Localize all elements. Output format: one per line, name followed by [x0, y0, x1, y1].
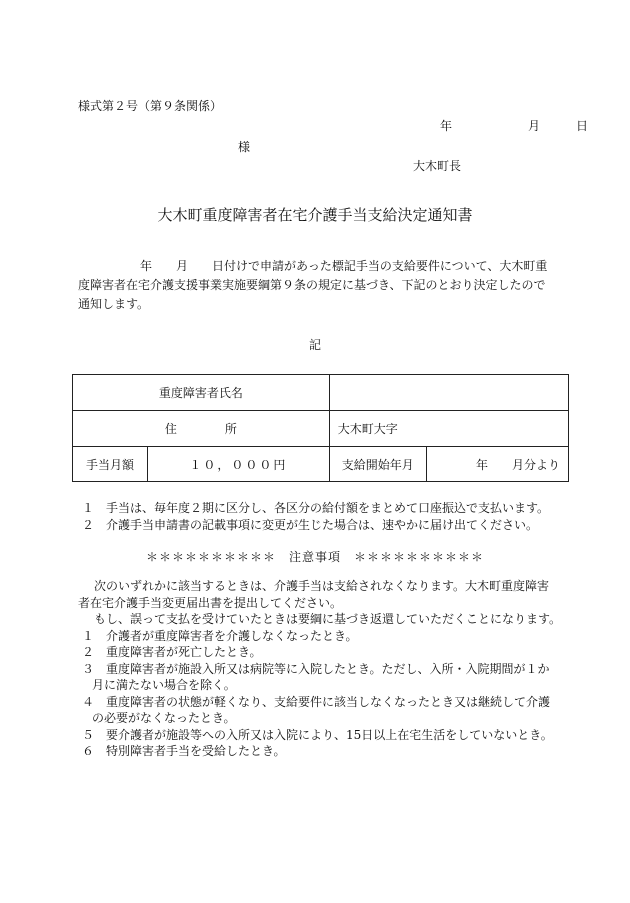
condition-item: ６ 特別障害者手当を受給したとき。	[82, 744, 286, 758]
date-line	[440, 117, 588, 134]
notice-heading: ＊＊＊＊＊＊＊＊＊＊ 注意事項 ＊＊＊＊＊＊＊＊＊＊	[145, 550, 484, 564]
condition-item: ３ 重度障害者が施設入所又は病院等に入院したとき。ただし、入所・入院期間が１か	[82, 661, 550, 676]
date-day: 日	[576, 119, 589, 133]
notice-intro-line: 者在宅介護手当変更届出書を提出してください。	[78, 595, 343, 610]
ki-heading: 記	[308, 338, 321, 352]
issuer: 大木町長	[413, 159, 462, 173]
start-value: 年 月分より	[426, 447, 568, 482]
date-year: 年	[440, 119, 453, 133]
condition-item-cont: の必要がなくなったとき。	[92, 711, 236, 725]
note-item: １ 手当は、毎年度２期に区分し、各区分の給付額をまとめて口座振込で支払います。	[82, 501, 550, 515]
name-row	[73, 375, 569, 411]
name-label: 重度障害者氏名	[73, 375, 330, 411]
form-number: 様式第２号（第９条関係）	[78, 99, 223, 113]
date-month: 月	[528, 119, 541, 133]
monthly-value: １０，０００円	[148, 447, 330, 482]
document-title: 大木町重度障害者在宅介護手当支給決定通知書	[157, 206, 473, 224]
address-value: 大木町大字	[329, 411, 568, 447]
decision-table	[72, 374, 569, 482]
condition-item: ５ 要介護者が施設等への入所又は入院により、15日以上在宅生活をしていないとき。	[82, 727, 553, 742]
addressee-suffix: 様	[238, 140, 251, 154]
notes-list	[82, 500, 549, 534]
condition-item-cont: 月に満たない場合を除く。	[92, 678, 236, 692]
body-line-2: 度障害者在宅介護支援事業実施要綱第９条の規定に基づき、下記のとおり決定したので	[78, 278, 546, 292]
body-line-3: 通知します。	[78, 297, 150, 311]
condition-item: １ 介護者が重度障害者を介護しなくなったとき。	[82, 628, 358, 643]
note-item: ２ 介護手当申請書の記載事項に変更が生じた場合は、速やかに届け出てください。	[82, 518, 539, 532]
body-line-1: 年 月 日付けで申請があった標記手当の支給要件について、大木町重	[140, 259, 548, 273]
name-value	[329, 375, 568, 411]
notice-intro-line: もし、誤って支払を受けていたときは要綱に基づき返還していただくことになります。	[94, 612, 562, 626]
amount-row	[73, 447, 569, 482]
address-row	[73, 411, 569, 447]
monthly-label: 手当月額	[73, 447, 148, 482]
body-paragraph	[78, 257, 558, 314]
condition-item: ２ 重度障害者が死亡したとき。	[82, 645, 262, 659]
address-label: 住 所	[73, 411, 330, 447]
notice-body	[78, 578, 562, 760]
start-label: 支給開始年月	[329, 447, 426, 482]
notice-intro-line: 次のいずれかに該当するときは、介護手当は支給されなくなります。大木町重度障害	[94, 579, 550, 593]
condition-item: ４ 重度障害者の状態が軽くなり、支給要件に該当しなくなったとき又は継続して介護	[82, 694, 551, 709]
